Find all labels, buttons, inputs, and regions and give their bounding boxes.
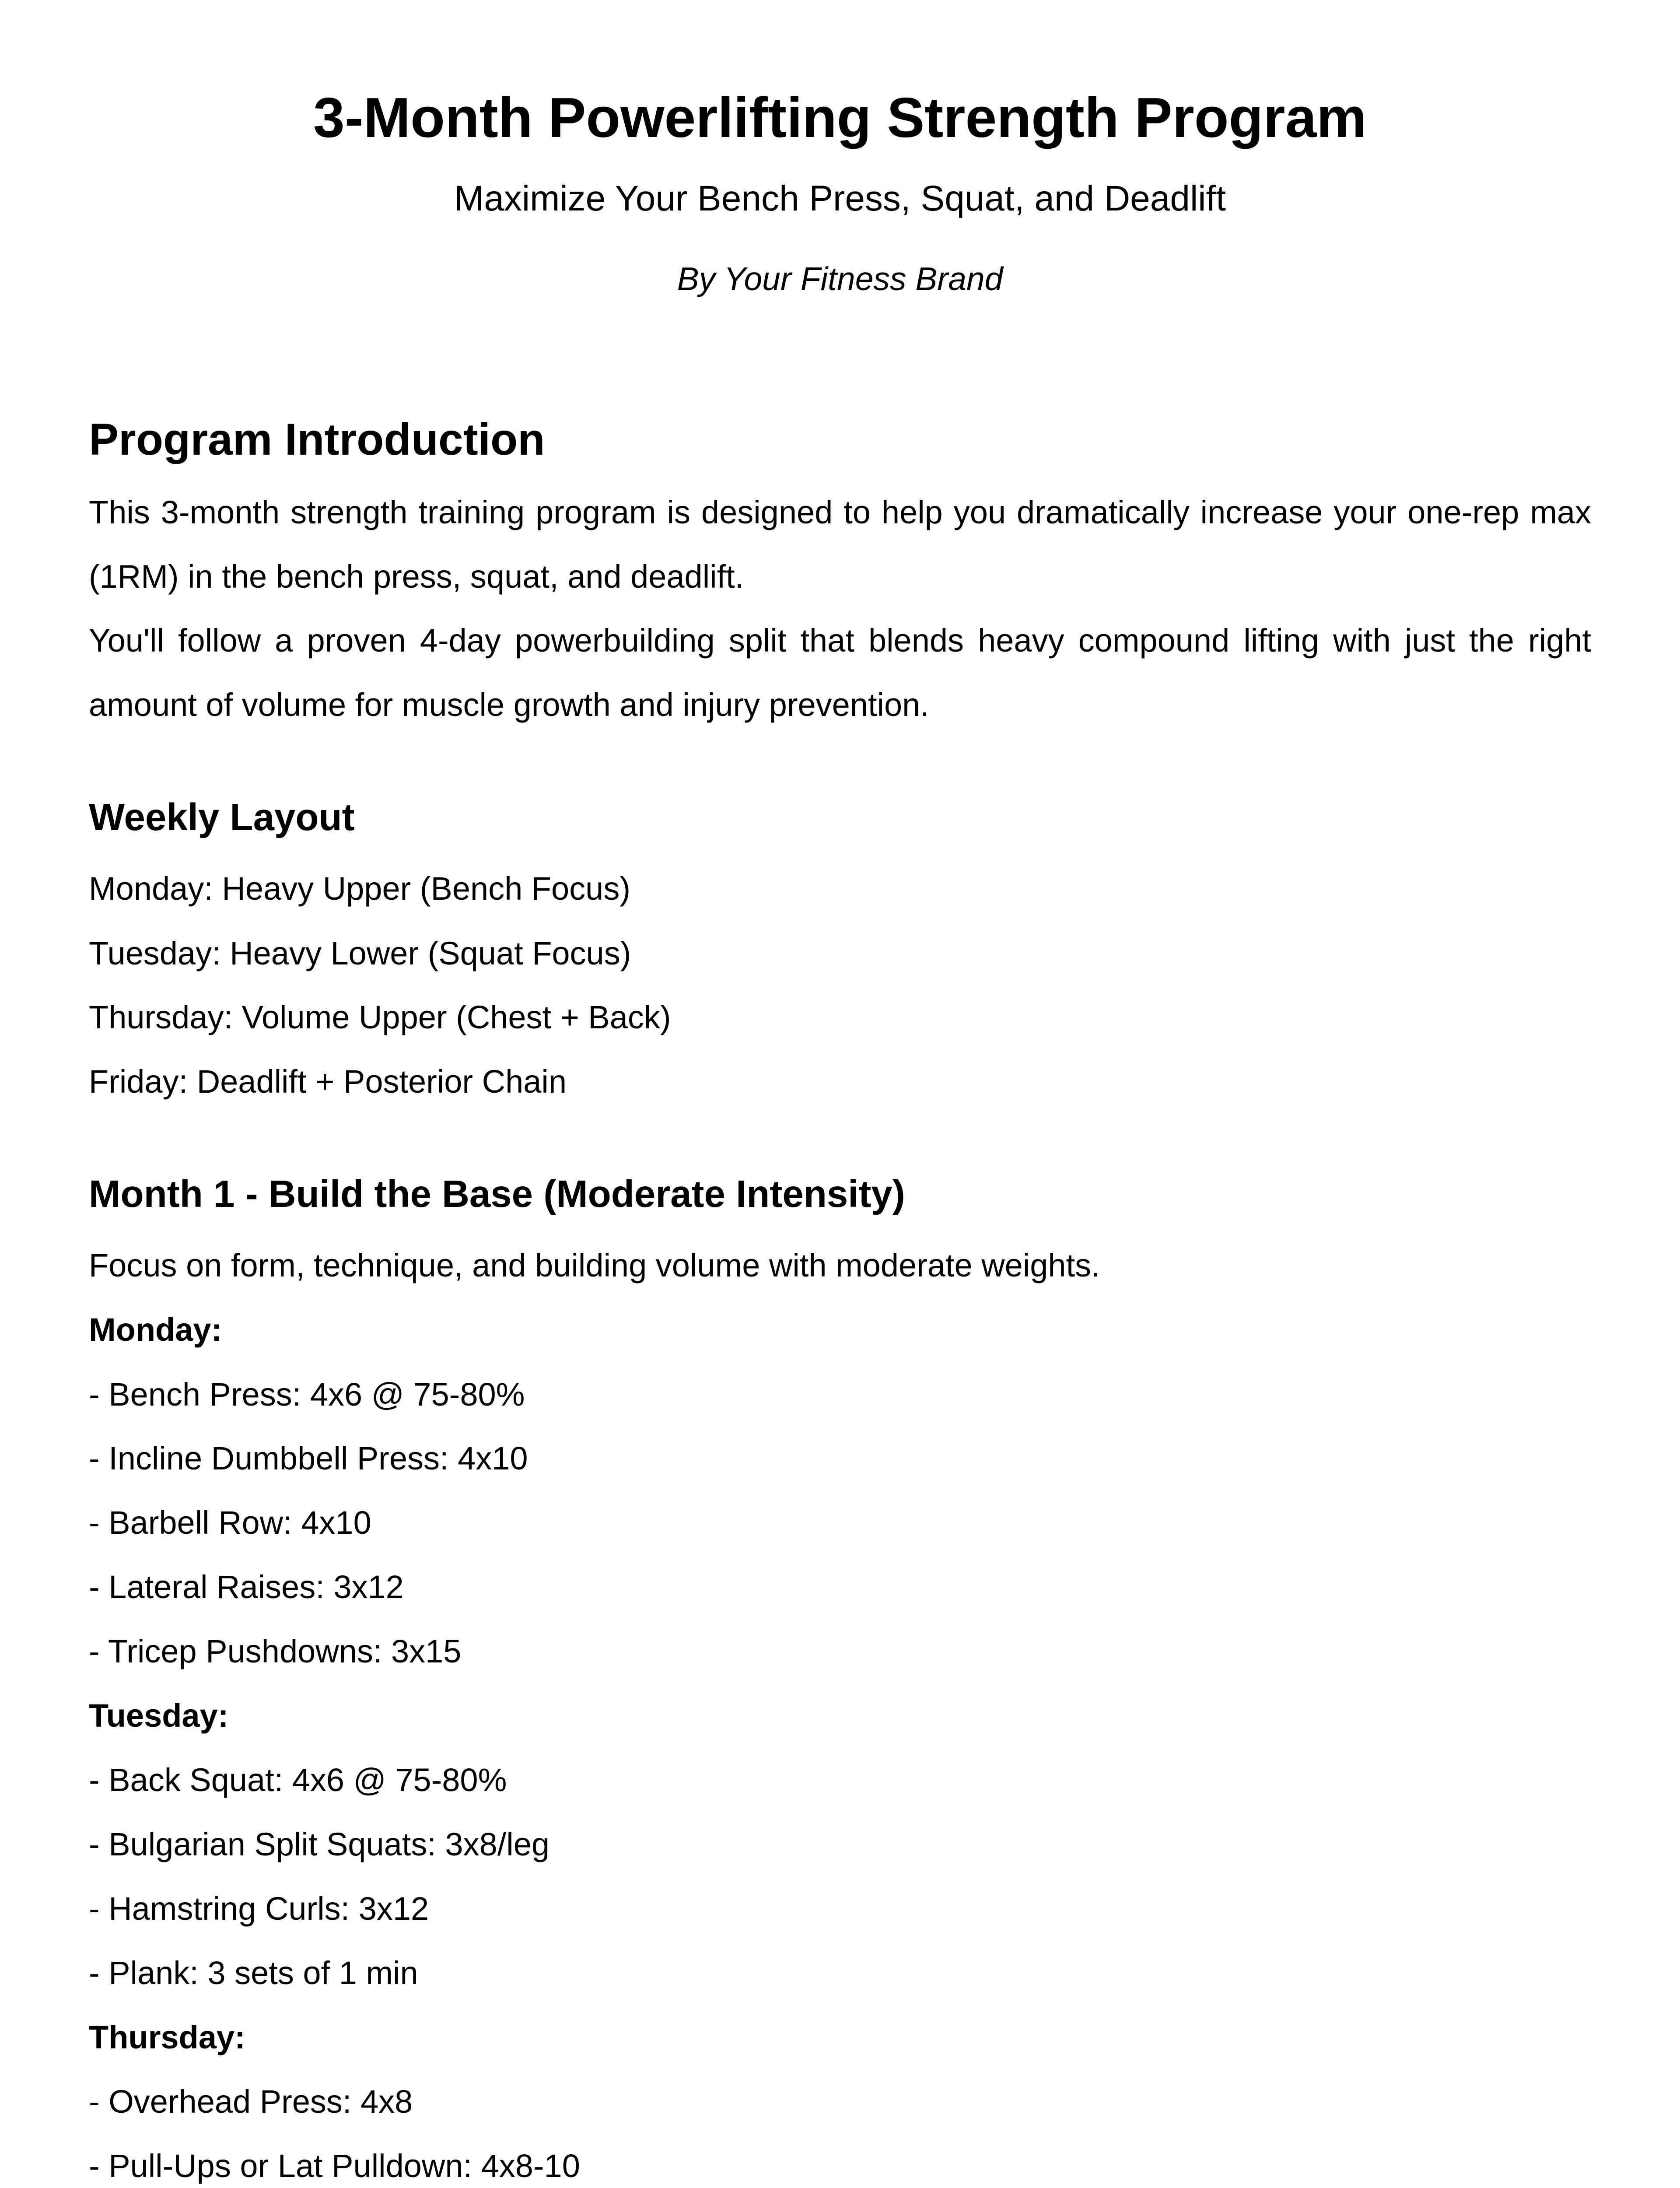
month-1-monday-exercise-2: - Incline Dumbbell Press: 4x10 <box>89 1440 528 1476</box>
month-1-description: Focus on form, technique, and building volume with moderate weights. <box>89 1247 1100 1283</box>
document-title: 3-Month Powerlifting Strength Program <box>313 86 1367 149</box>
intro-paragraph-2: You'll follow a proven 4-day powerbuilding split that blends heavy compound lifting with just the right amount of volume for muscle growth and injury prevention. <box>89 622 1591 723</box>
weekly-layout-item-tuesday: Tuesday: Heavy Lower (Squat Focus) <box>89 935 631 971</box>
month-1-monday-exercise-5: - Tricep Pushdowns: 3x15 <box>89 1633 462 1669</box>
month-1-monday-exercise-1: - Bench Press: 4x6 @ 75-80% <box>89 1376 525 1413</box>
month-1-monday-exercise-3: - Barbell Row: 4x10 <box>89 1504 371 1541</box>
month-1-thursday-label: Thursday: <box>89 2019 245 2055</box>
weekly-layout-item-monday: Monday: Heavy Upper (Bench Focus) <box>89 870 630 907</box>
month-1-tuesday-exercise-2: - Bulgarian Split Squats: 3x8/leg <box>89 1826 550 1862</box>
intro-heading: Program Introduction <box>89 414 545 464</box>
month-1-thursday-exercise-2: - Pull-Ups or Lat Pulldown: 4x8-10 <box>89 2148 580 2184</box>
month-1-tuesday-exercise-1: - Back Squat: 4x6 @ 75-80% <box>89 1762 507 1798</box>
month-1-tuesday-exercise-4: - Plank: 3 sets of 1 min <box>89 1955 418 1991</box>
weekly-layout-item-friday: Friday: Deadlift + Posterior Chain <box>89 1063 567 1100</box>
month-1-monday-exercise-4: - Lateral Raises: 3x12 <box>89 1569 404 1605</box>
month-1-thursday-exercise-1: - Overhead Press: 4x8 <box>89 2083 413 2120</box>
document-byline: By Your Fitness Brand <box>677 260 1003 297</box>
month-1-monday-label: Monday: <box>89 1311 222 1348</box>
month-1-heading: Month 1 - Build the Base (Moderate Intensity) <box>89 1173 905 1215</box>
month-1-tuesday-exercise-3: - Hamstring Curls: 3x12 <box>89 1890 429 1927</box>
weekly-layout-heading: Weekly Layout <box>89 796 355 838</box>
weekly-layout-item-thursday: Thursday: Volume Upper (Chest + Back) <box>89 999 671 1035</box>
document-subtitle: Maximize Your Bench Press, Squat, and Deadlift <box>454 179 1226 218</box>
intro-paragraph-1: This 3-month strength training program is designed to help you dramatically increase your one-rep max (1RM) in the bench press, squat, and deadlift. <box>89 494 1591 595</box>
month-1-tuesday-label: Tuesday: <box>89 1697 229 1734</box>
